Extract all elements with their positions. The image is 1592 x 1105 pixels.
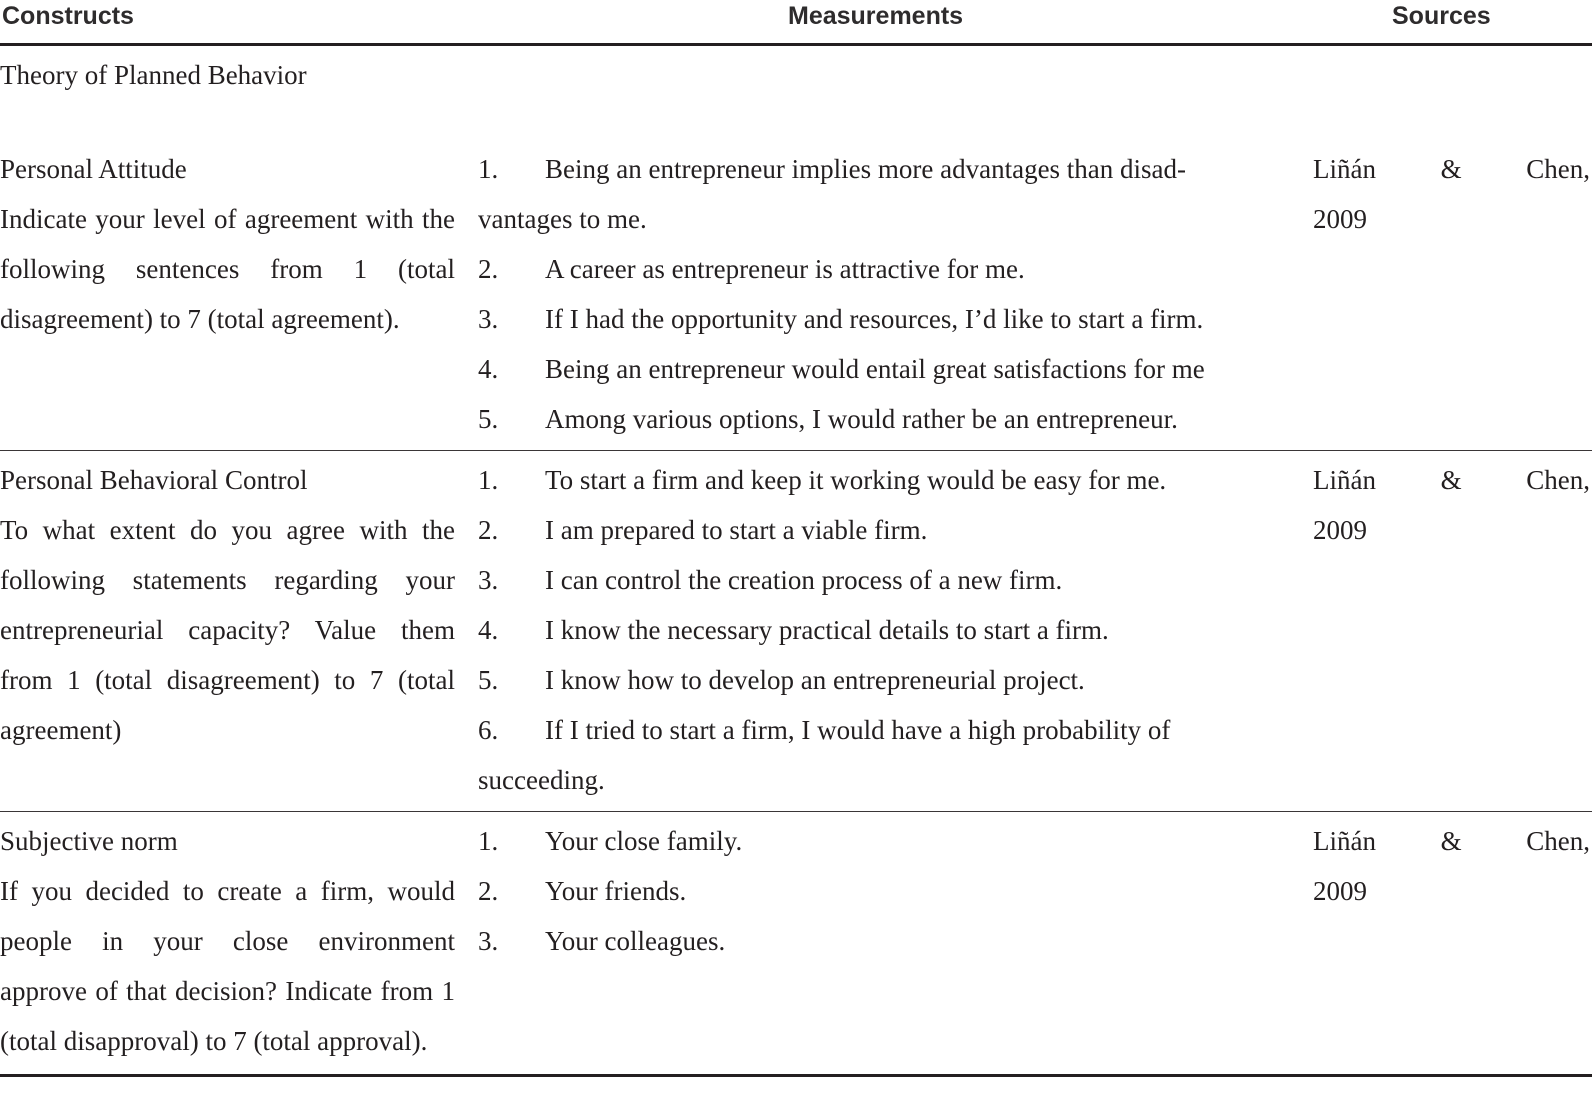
list-item bbox=[478, 605, 1295, 655]
measurement-list bbox=[478, 144, 1295, 444]
column-header-measurements: Measurements bbox=[788, 2, 964, 30]
table-row bbox=[0, 140, 1592, 450]
cell-measurements bbox=[455, 816, 1295, 966]
table-header-row bbox=[0, 0, 1592, 43]
list-item-text: Being an entrepreneur implies more advantages than disad- bbox=[545, 154, 1187, 184]
table-row bbox=[0, 451, 1592, 811]
list-item-number: 2. bbox=[478, 876, 499, 906]
source-author-1: Liñán bbox=[1313, 465, 1376, 495]
list-item bbox=[478, 294, 1295, 344]
cell-source bbox=[1295, 455, 1592, 555]
list-item-text: Your colleagues. bbox=[545, 926, 726, 956]
list-item-text: Being an entrepreneur would entail great satisfactions for me bbox=[545, 354, 1205, 384]
source-line-1 bbox=[1313, 455, 1590, 505]
list-item-number: 4. bbox=[478, 615, 499, 645]
list-item bbox=[478, 144, 1295, 194]
list-item bbox=[478, 655, 1295, 705]
cell-construct bbox=[0, 144, 455, 344]
list-item-number: 4. bbox=[478, 354, 499, 384]
construct-title: Personal Attitude bbox=[0, 154, 187, 184]
measurement-list bbox=[478, 455, 1295, 805]
list-item-number: 3. bbox=[478, 926, 499, 956]
list-item-text: To start a firm and keep it working would be easy for me. bbox=[545, 465, 1167, 495]
list-item bbox=[478, 244, 1295, 294]
list-item bbox=[478, 705, 1295, 755]
source-ampersand: & bbox=[1440, 826, 1462, 856]
list-item bbox=[478, 866, 1295, 916]
cell-source bbox=[1295, 144, 1592, 244]
list-item bbox=[478, 394, 1295, 444]
list-item-text: I know the necessary practical details to start a firm. bbox=[545, 615, 1109, 645]
source-line-1 bbox=[1313, 816, 1590, 866]
construct-description: To what extent do you agree with the following statements regarding your entrepreneurial capacity? Value them from 1 (total disagreement) to 7 (total agreement) bbox=[0, 515, 455, 745]
list-item-number: 3. bbox=[478, 304, 499, 334]
source-ampersand: & bbox=[1440, 154, 1462, 184]
list-item-text: I know how to develop an entrepreneurial project. bbox=[545, 665, 1085, 695]
list-item bbox=[478, 505, 1295, 555]
list-item-number: 2. bbox=[478, 515, 499, 545]
list-item-wrap-text: succeeding. bbox=[478, 765, 605, 795]
list-item-text: I am prepared to start a viable firm. bbox=[545, 515, 928, 545]
cell-construct bbox=[0, 816, 455, 1066]
list-item-text: Your friends. bbox=[545, 876, 687, 906]
source-author-2: Chen, bbox=[1526, 154, 1590, 184]
source-ampersand: & bbox=[1440, 465, 1462, 495]
construct-title: Personal Behavioral Control bbox=[0, 465, 308, 495]
list-item-number: 1. bbox=[478, 826, 499, 856]
source-line-1 bbox=[1313, 144, 1590, 194]
source-author-1: Liñán bbox=[1313, 826, 1376, 856]
source-author-1: Liñán bbox=[1313, 154, 1376, 184]
list-item-text: If I tried to start a firm, I would have a high probability of bbox=[545, 715, 1171, 745]
list-item-text: Your close family. bbox=[545, 826, 743, 856]
column-header-constructs: Constructs bbox=[2, 2, 134, 30]
construct-description: If you decided to create a firm, would people in your close environment approve of that decision? Indicate from 1 (total disapproval) to 7 (total approval). bbox=[0, 876, 455, 1056]
cell-measurements bbox=[455, 144, 1295, 444]
cell-section-title bbox=[0, 52, 455, 98]
list-item-text: A career as entrepreneur is attractive for me. bbox=[545, 254, 1025, 284]
list-item-number: 1. bbox=[478, 154, 499, 184]
source-year: 2009 bbox=[1313, 515, 1367, 545]
list-item-number: 1. bbox=[478, 465, 499, 495]
table-row bbox=[0, 812, 1592, 1074]
list-item-number: 3. bbox=[478, 565, 499, 595]
table-row-section-title bbox=[0, 46, 1592, 140]
list-item-text: Among various options, I would rather be an entrepreneur. bbox=[545, 404, 1178, 434]
list-item-number: 6. bbox=[478, 715, 499, 745]
list-item bbox=[478, 455, 1295, 505]
source-author-2: Chen, bbox=[1526, 826, 1590, 856]
list-item bbox=[478, 344, 1295, 394]
cell-measurements bbox=[455, 455, 1295, 805]
source-author-2: Chen, bbox=[1526, 465, 1590, 495]
list-item-text: I can control the creation process of a new firm. bbox=[545, 565, 1063, 595]
list-item-number: 2. bbox=[478, 254, 499, 284]
column-header-sources: Sources bbox=[1392, 2, 1491, 30]
list-item-continuation bbox=[478, 194, 1295, 244]
source-year: 2009 bbox=[1313, 204, 1367, 234]
construct-description: Indicate your level of agreement with the following sentences from 1 (total disagreement) to 7 (total agreement). bbox=[0, 204, 455, 334]
section-title-text: Theory of Planned Behavior bbox=[0, 60, 307, 90]
source-year: 2009 bbox=[1313, 876, 1367, 906]
list-item-text: If I had the opportunity and resources, I’d like to start a firm. bbox=[545, 304, 1204, 334]
measurement-list bbox=[478, 816, 1295, 966]
table-rule-bottom bbox=[0, 1074, 1592, 1077]
construct-title: Subjective norm bbox=[0, 826, 178, 856]
list-item bbox=[478, 555, 1295, 605]
list-item-number: 5. bbox=[478, 404, 499, 434]
list-item bbox=[478, 816, 1295, 866]
list-item bbox=[478, 916, 1295, 966]
list-item-continuation bbox=[478, 755, 1295, 805]
list-item-wrap-text: vantages to me. bbox=[478, 204, 647, 234]
cell-construct bbox=[0, 455, 455, 755]
cell-source bbox=[1295, 816, 1592, 916]
list-item-number: 5. bbox=[478, 665, 499, 695]
